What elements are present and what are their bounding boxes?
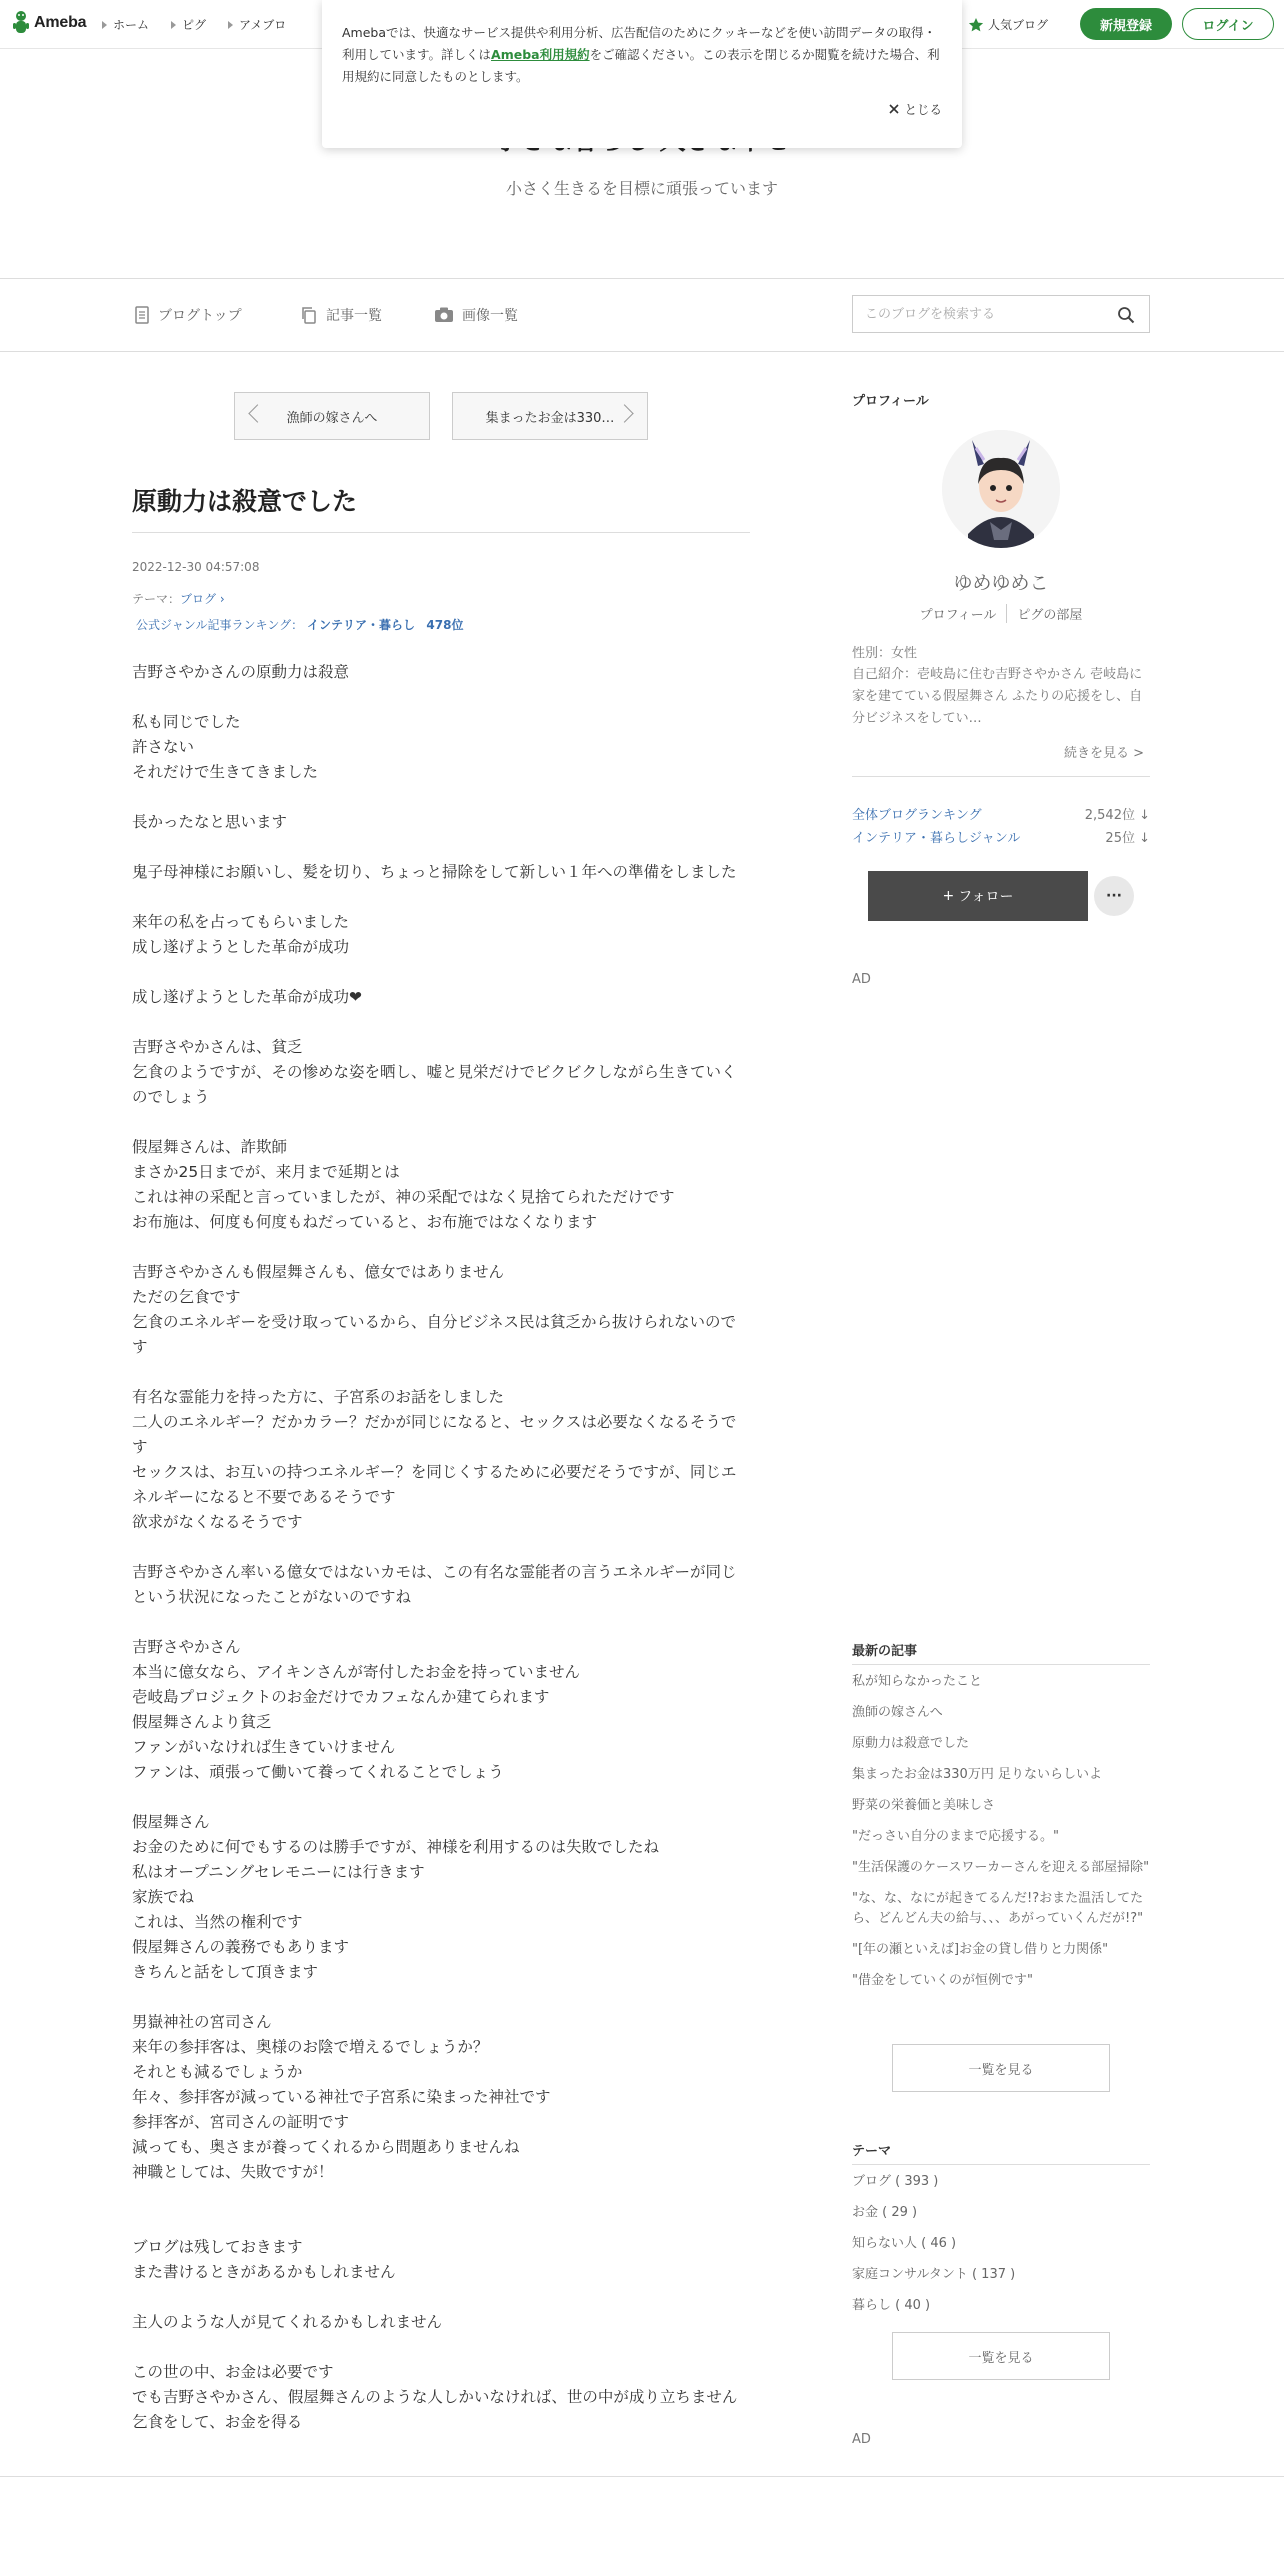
- triangle-right-icon: [228, 21, 233, 29]
- entry-paragraph: 欲求がなくなるそうです: [132, 1513, 303, 1531]
- entry-paragraph: ブログは残しておきます: [132, 2238, 303, 2256]
- theme-link[interactable]: 家庭コンサルタント ( 137 ): [852, 2267, 1016, 2282]
- entry-body: [132, 660, 750, 2435]
- next-entry-button[interactable]: [452, 392, 648, 440]
- theme-list-button[interactable]: 一覧を見る: [892, 2332, 1110, 2380]
- entry-paragraph: 来年の参拝客は、奥様のお陰で増えるでしょうか？: [132, 2038, 489, 2056]
- divider: [852, 776, 1150, 777]
- entry-paragraph: 乞食のエネルギーを受け取っているから、自分ビジネス民は貧乏から抜けられないのです: [132, 1313, 737, 1356]
- rank-all-row[interactable]: [852, 804, 1150, 823]
- blog-search: [852, 295, 1150, 333]
- nav-ameblo-label: アメブロ: [239, 18, 287, 32]
- rank-label: 公式ジャンル記事ランキング：: [136, 618, 304, 632]
- nav-entry-list[interactable]: [300, 305, 382, 325]
- entry-title[interactable]: 原動力は殺意でした: [132, 487, 358, 516]
- rank-all-label: 全体ブログランキング: [852, 808, 982, 823]
- chevron-right-icon: [615, 404, 633, 422]
- recent-heading: 最新の記事: [852, 1644, 918, 1659]
- entry-paragraph: [132, 1610, 750, 1635]
- search-icon[interactable]: [1117, 306, 1135, 324]
- entry-paragraph: [132, 835, 750, 860]
- logo-text: Ameba: [34, 14, 87, 31]
- entry-paragraph: まさか25日までが、来月まで延期とは: [132, 1163, 400, 1181]
- nav-entry-list-label: 記事一覧: [326, 308, 382, 324]
- entry-paragraph: 乞食のようですが、その惨めな姿を晒し、嘘と見栄だけでビクビクしながら生きていくのでしょう: [132, 1063, 737, 1106]
- avatar[interactable]: [942, 430, 1060, 548]
- nav-ameblo[interactable]: [228, 16, 286, 33]
- recent-entry-link[interactable]: 漁師の嫁さんへ: [852, 1705, 943, 1720]
- blog-search-input[interactable]: [853, 296, 1117, 332]
- theme-heading: テーマ: [852, 2144, 892, 2159]
- global-nav: [102, 16, 286, 33]
- entry-paragraph: 假屋舞さんは、詐欺師: [132, 1138, 288, 1156]
- profile-name[interactable]: ゆめゆめこ: [953, 572, 1049, 594]
- rank-genre-value: 25位 ↓: [1105, 831, 1150, 846]
- more-options-button[interactable]: ···: [1094, 876, 1134, 916]
- camera-icon: [434, 306, 454, 324]
- pig-room-link[interactable]: ピグの部屋: [1006, 604, 1092, 623]
- follow-label: フォロー: [958, 889, 1014, 905]
- cookie-text: [342, 22, 942, 88]
- entry-paragraph: 成し遂げようとした革命が成功❤: [132, 988, 362, 1006]
- prev-entry-button[interactable]: [234, 392, 430, 440]
- recent-entries-list: [852, 1672, 1150, 2002]
- entry-paragraph: 年々、参拝客が減っている神社で子宮系に染まった神社です: [132, 2088, 551, 2106]
- entry-paragraph: [132, 785, 750, 810]
- theme-link[interactable]: ブログ ( 393 ): [852, 2174, 939, 2189]
- recent-entry-link[interactable]: 原動力は殺意でした: [852, 1736, 970, 1751]
- entry-paragraph: きちんと話をして頂きます: [132, 1963, 319, 1981]
- rank-genre-label: インテリア・暮らしジャンル: [852, 831, 1021, 846]
- entry-paragraph: 假屋舞さんの義務でもあります: [132, 1938, 350, 1956]
- theme-link[interactable]: お金 ( 29 ): [852, 2205, 918, 2220]
- entry-theme: [132, 590, 225, 607]
- rank-all-value: 2,542位 ↓: [1084, 808, 1150, 823]
- theme-list: [852, 2172, 1150, 2327]
- divider: [0, 2476, 1284, 2477]
- popular-blog-label: 人気ブログ: [988, 18, 1049, 32]
- entry-paragraph: 吉野さやかさん: [132, 1638, 241, 1656]
- follow-button[interactable]: [868, 871, 1088, 921]
- nav-blog-top[interactable]: [134, 305, 242, 325]
- close-icon: [889, 104, 899, 114]
- entry-paragraph: 乞食をして、お金を得る: [132, 2413, 303, 2431]
- profile-intro: 自己紹介：壱岐島に住む吉野さやかさん 壱岐島に家を建てている假屋舞さん ふたりの応援をし、自分ビジネスをしてい…: [852, 667, 1143, 726]
- cookie-close-label: とじる: [904, 102, 942, 117]
- entry-paragraph: 参拝客が、宮司さんの証明です: [132, 2113, 350, 2131]
- entry-paragraph: これは神の采配と言っていましたが、神の采配ではなく見捨てられただけです: [132, 1188, 675, 1206]
- entry-paragraph: 壱岐島プロジェクトのお金だけでカフェなんか建てられます: [132, 1688, 550, 1706]
- recent-entry-link[interactable]: "生活保護のケースワーカーさんを迎える部屋掃除": [852, 1860, 1150, 1875]
- entry-paragraph: [132, 2210, 750, 2235]
- entry-paragraph: [132, 685, 750, 710]
- recent-list-button[interactable]: 一覧を見る: [892, 2044, 1110, 2092]
- entry-paragraph: 吉野さやかさん率いる億女ではないカモは、この有名な霊能者の言うエネルギーが同じという状況になったことがないのですね: [132, 1563, 737, 1606]
- profile-gender: 性別：女性: [852, 646, 918, 661]
- entry-paragraph: 主人のような人が見てくれるかもしれません: [132, 2313, 443, 2331]
- entry-paragraph: これは、当然の権利です: [132, 1913, 303, 1931]
- entry-paragraph: お金のために何でもするのは勝手ですが、神様を利用するのは失敗でしたね: [132, 1838, 660, 1856]
- login-button[interactable]: ログイン: [1182, 8, 1274, 40]
- nav-image-list[interactable]: [434, 305, 518, 325]
- entry-paragraph: 私も同じでした: [132, 713, 241, 731]
- entry-paragraph: 長かったなと思います: [132, 813, 288, 831]
- entry-paragraph: [132, 885, 750, 910]
- triangle-right-icon: [171, 21, 176, 29]
- entry-paragraph: [132, 1985, 750, 2010]
- star-icon: [968, 17, 984, 33]
- recent-entry-link[interactable]: "借金をしていくのが恒例です": [852, 1973, 1033, 1988]
- recent-entry-link[interactable]: 私が知らなかったこと: [852, 1674, 983, 1689]
- entry-paragraph: 假屋舞さん: [132, 1813, 210, 1831]
- entry-paragraph: [132, 1110, 750, 1135]
- nav-pig[interactable]: [171, 16, 206, 33]
- entry-paragraph: また書けるときがあるかもしれません: [132, 2263, 396, 2281]
- nav-image-list-label: 画像一覧: [462, 308, 518, 324]
- recent-entry-link[interactable]: 集まったお金は330万円 足りないらしいよ: [852, 1767, 1102, 1782]
- profile-link[interactable]: プロフィール: [919, 608, 997, 623]
- entry-paragraph: 私はオープニングセレモニーには行きます: [132, 1863, 425, 1881]
- entry-paragraph: この世の中、お金は必要です: [132, 2363, 334, 2381]
- nav-home[interactable]: [102, 16, 149, 33]
- nav-blog-top-label: ブログトップ: [158, 308, 242, 324]
- profile-heading: プロフィール: [852, 394, 929, 409]
- plus-icon: +: [942, 888, 955, 904]
- entry-paragraph: でも吉野さやかさん、假屋舞さんのような人しかいなければ、世の中が成り立ちません: [132, 2388, 738, 2406]
- entry-paragraph: 吉野さやかさんは、貧乏: [132, 1038, 303, 1056]
- entry-paragraph: 減っても、奥さまが養ってくれるから問題ありませんね: [132, 2138, 520, 2156]
- entry-paragraph: セックスは、お互いの持つエネルギー？を同じくするために必要だそうですが、同じエネルギーになると不要であるそうです: [132, 1463, 737, 1506]
- entry-paragraph: 吉野さやかさんの原動力は殺意: [132, 663, 350, 681]
- entry-paragraph: ただの乞食です: [132, 1288, 241, 1306]
- cookie-notice: [322, 0, 962, 148]
- theme-link[interactable]: 知らない人 ( 46 ): [852, 2236, 957, 2251]
- blog-nav: [0, 279, 1284, 352]
- entry-paragraph: ファンは、頑張って働いて養ってくれることでしょう: [132, 1763, 504, 1781]
- blog-description: 小さく生きるを目標に頑張っています: [505, 179, 778, 198]
- rank-genre-row[interactable]: [852, 827, 1150, 846]
- recent-entry-link[interactable]: "[年の瀬といえば]お金の貸し借りと力関係": [852, 1942, 1109, 1957]
- entry-paragraph: [132, 1785, 750, 1810]
- entry-paragraph: それとも減るでしょうか: [132, 2063, 303, 2081]
- entry-paragraph: 本当に億女なら、アイキンさんが寄付したお金を持っていません: [132, 1663, 580, 1681]
- entry-paragraph: 有名な霊能力を持った方に、子宮系のお話をしました: [132, 1388, 505, 1406]
- divider: [852, 1664, 1150, 1665]
- document-icon: [134, 306, 150, 324]
- nav-pig-label: ピグ: [182, 18, 207, 32]
- recent-entry-link[interactable]: "だっさい自分のままで応援する。": [852, 1829, 1059, 1844]
- entry-paragraph: [132, 960, 750, 985]
- entry-paragraph: [132, 1235, 750, 1260]
- popular-blog-link[interactable]: [968, 16, 1048, 33]
- entry-paragraph: 鬼子母神様にお願いし、髪を切り、ちょっと掃除をして新しい１年への準備をしました: [132, 863, 737, 881]
- cookie-text-before: Amebaでは、快適なサービス提供や利用分析、広告配信のためにクッキーなどを使い訪問データの取得・利用しています。詳しくは: [342, 25, 937, 62]
- entry-paragraph: [132, 2185, 750, 2210]
- entry-paragraph: [132, 1010, 750, 1035]
- cookie-close-button[interactable]: [889, 100, 942, 118]
- entry-paragraph: 許さない: [132, 738, 195, 756]
- recent-entry-link[interactable]: 野菜の栄養価と美味しさ: [852, 1798, 996, 1813]
- chevron-right-icon: ›: [216, 592, 225, 606]
- entry-paragraph: 男嶽神社の宮司さん: [132, 2013, 272, 2031]
- entry-paragraph: [132, 1535, 750, 1560]
- triangle-right-icon: [102, 21, 107, 29]
- chevron-left-icon: [248, 404, 266, 422]
- ameba-logo[interactable]: [12, 10, 86, 36]
- theme-link[interactable]: ブログ: [180, 592, 217, 606]
- entry-paragraph: 成し遂げようとした革命が成功: [132, 938, 350, 956]
- entry-paragraph: [132, 1360, 750, 1385]
- entry-paragraph: [132, 2335, 750, 2360]
- entry-paragraph: それだけで生きてきました: [132, 763, 319, 781]
- recent-entry-link[interactable]: "な、な、なにが起きてるんだ!?おまた温活してたら、どんどん夫の給与、、、あがっていくんだが!?": [852, 1891, 1144, 1926]
- theme-label: テーマ：: [132, 592, 181, 606]
- divider: [132, 532, 750, 533]
- entry-date: 2022-12-30 04:57:08: [132, 560, 260, 574]
- rank-genre: インテリア・暮らし: [306, 618, 415, 632]
- profile-more-link[interactable]: 続きを見る >: [1064, 746, 1145, 761]
- entry-paragraph: お布施は、何度も何度もねだっていると、お布施ではなくなります: [132, 1213, 598, 1231]
- entry-paragraph: 假屋舞さんより貧乏: [132, 1713, 272, 1731]
- entry-paragraph: 吉野さやかさんも假屋舞さんも、億女ではありません: [132, 1263, 505, 1281]
- nav-home-label: ホーム: [113, 18, 150, 32]
- entry-paragraph: 二人のエネルギー？だかカラー？だかが同じになると、セックスは必要なくなるそうです: [132, 1413, 737, 1456]
- entry-paragraph: 神職としては、失敗ですが！: [132, 2163, 334, 2181]
- cookie-text-after: をご確認ください。この表示を閉じるか閲覧を続けた場合、利用規約に同意したものとします。: [342, 47, 940, 84]
- rank-value: 478位: [426, 618, 464, 632]
- register-button[interactable]: 新規登録: [1080, 8, 1172, 40]
- prev-entry-label: 漁師の嫁さんへ: [286, 410, 378, 426]
- avatar-image: [942, 430, 1060, 548]
- copy-icon: [300, 306, 318, 324]
- entry-paragraph: ファンがいなければ生きていけません: [132, 1738, 396, 1756]
- profile-links: [852, 604, 1150, 623]
- terms-link[interactable]: Ameba利用規約: [491, 47, 590, 62]
- ameba-logo-icon: [12, 10, 30, 36]
- entry-paragraph: 来年の私を占ってもらいました: [132, 913, 350, 931]
- theme-link[interactable]: 暮らし ( 40 ): [852, 2298, 931, 2313]
- entry-ranking[interactable]: [136, 616, 463, 633]
- entry-paragraph: [132, 2285, 750, 2310]
- divider: [852, 2164, 1150, 2165]
- entry-paragraph: 家族でね: [132, 1888, 195, 1906]
- ad-label: AD: [852, 2432, 871, 2447]
- ad-label: AD: [852, 972, 871, 987]
- next-entry-label: 集まったお金は330…: [485, 410, 615, 426]
